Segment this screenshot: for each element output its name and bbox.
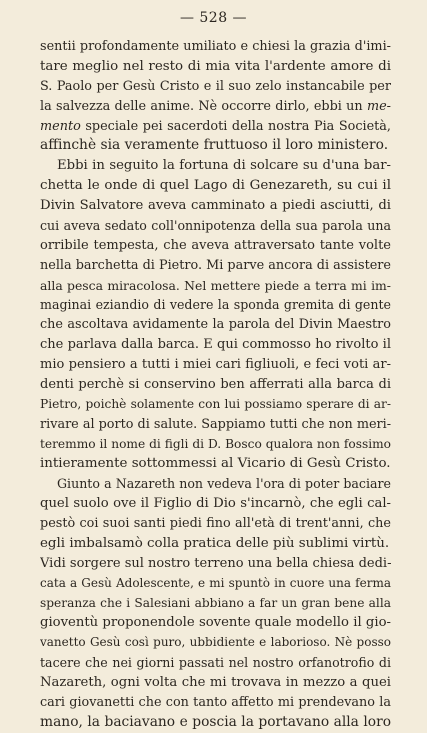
italic-word: mento — [40, 118, 81, 134]
text-line: Divin Salvatore aveva camminato a piedi asciutti, di — [40, 198, 391, 213]
text-line: egli imbalsamò colla pratica delle più sublimi virtù. — [40, 535, 390, 551]
text-line: Vidi sorgere sul nostro terreno una bella chiesa dedi- — [40, 555, 391, 571]
text-line: affinchè sia veramente fruttuoso il loro ministero. — [40, 137, 389, 154]
text-line: cata a Gesù Adolescente, e mi spuntò in cuore una ferma — [40, 575, 391, 590]
body-text — [40, 37, 391, 733]
text-line: tacere che nei giorni passati nel nostro orfanotrofio di — [40, 655, 391, 671]
text-line: Giunto a Nazareth non vedeva l'ora di poter baciare — [57, 476, 391, 492]
text-line: che parlava dalla barca. E qui commosso ho rivolto il — [40, 337, 391, 353]
text-line: orribile tempesta, che aveva attraversato tante volte — [40, 237, 391, 253]
text-line: Ebbi in seguito la fortuna di solcare su d'una bar- — [57, 158, 391, 174]
text-line: intieramente sottommessi al Vicario di Gesù Cristo. — [40, 456, 391, 472]
text-line: mano, la baciavano e poscia la portavano alla loro — [40, 713, 391, 730]
text-line: tare meglio nel resto di mia vita l'ardente amore di — [40, 58, 391, 74]
text-line: pestò coi suoi santi piedi fino all'età di trent'anni, che — [40, 516, 391, 531]
text-line: cari giovanetti che con tanto affetto mi prendevano la — [40, 694, 391, 710]
paragraph — [40, 37, 391, 156]
text-line: chetta le onde di quel Lago di Genezareth, su cui il — [40, 178, 391, 194]
text-line: nella barchetta di Pietro. Mi parve ancora di assistere — [40, 257, 391, 273]
text-line: cui aveva sedato coll'onnipotenza della sua parola una — [40, 217, 391, 233]
text-line: vanetto Gesù così puro, ubbidiente e laborioso. Nè posso — [40, 635, 391, 650]
page-number: — 528 — — [179, 10, 248, 26]
text-line: sentii profondamente umiliato e chiesi la grazia d'imi- — [40, 39, 391, 54]
text-line: mento speciale pei sacerdoti della nostra Pia Società, — [40, 118, 391, 134]
paragraph — [40, 156, 391, 474]
text-line: la salvezza delle anime. Nè occorre dirlo, ebbi un me- — [40, 98, 391, 114]
text-line: rivare al porto di salute. Sappiamo tutti che non meri- — [40, 416, 391, 432]
text-line: quel suolo ove il Figlio di Dio s'incarnò, che egli cal- — [40, 496, 391, 512]
text-line: Pietro, poichè solamente con lui possiamo sperare di ar- — [40, 396, 391, 411]
text-line: denti perchè si conservino ben afferrati alla barca di — [40, 376, 391, 392]
text-line: speranza che i Salesiani abbiano a far un gran bene alla — [40, 595, 391, 610]
text-line: alla pesca miracolosa. Nel mettere piede a terra mi im- — [40, 277, 391, 293]
text-line: maginai eziandio di vedere la sponda gremita di gente — [40, 297, 391, 313]
text-line: S. Paolo per Gesù Cristo e il suo zelo instancabile per — [40, 78, 391, 94]
paragraph — [40, 474, 391, 732]
italic-word: me- — [366, 98, 391, 114]
text-line: gioventù proponendole sovente quale modello il gio- — [40, 615, 391, 631]
text-line: teremmo il nome di figli di D. Bosco qualora non fossimo — [40, 436, 391, 451]
text-line: mio pensiero a tutti i miei cari figliuoli, e feci voti ar- — [40, 357, 391, 372]
text-line: Nazareth, ogni volta che mi trovava in mezzo a quei — [40, 675, 391, 690]
text-line: che ascoltava avidamente la parola del Divin Maestro — [40, 317, 391, 333]
